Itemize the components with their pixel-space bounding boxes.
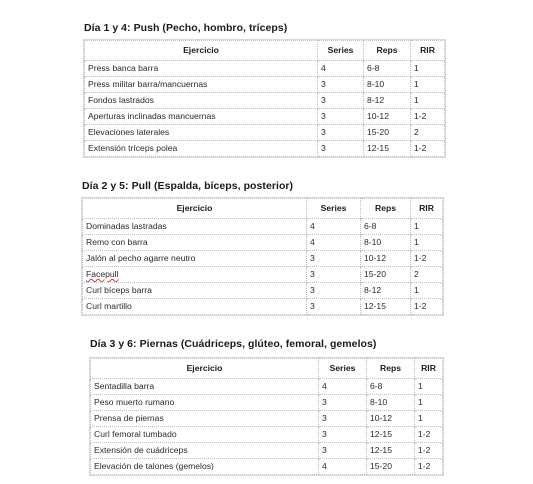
spellcheck-word: Facepull [86,269,119,279]
table-header-row [83,199,443,219]
cell-series: 3 [319,411,367,427]
cell-exercise: Press militar barra/mancuernas [85,77,318,93]
cell-reps: 8-10 [364,77,411,93]
table-row [85,61,445,77]
cell-exercise: Extensión tríceps polea [85,141,318,157]
cell-exercise: Prensa de piernas [91,411,319,427]
table-header-row [91,359,443,379]
cell-reps: 15-20 [361,267,411,283]
section-push [84,22,445,157]
cell-rir: 1 [415,379,443,395]
table-row [91,427,443,443]
cell-reps: 15-20 [364,125,411,141]
cell-rir: 1-2 [415,459,443,475]
cell-reps: 8-10 [367,395,415,411]
header-series: Series [319,359,367,379]
header-rir: RIR [411,41,445,61]
cell-series: 3 [318,77,364,93]
cell-rir: 1 [411,93,445,109]
cell-reps: 10-12 [367,411,415,427]
routine-table-pull [82,198,443,315]
table-row [85,93,445,109]
table-row [91,395,443,411]
section-title: Día 3 y 6: Piernas (Cuádriceps, glúteo, femoral, gemelos) [90,338,377,350]
cell-exercise: Sentadilla barra [91,379,319,395]
cell-rir: 1-2 [415,443,443,459]
cell-exercise: Dominadas lastradas [83,219,307,235]
cell-rir: 2 [411,125,445,141]
cell-exercise: Remo con barra [83,235,307,251]
cell-exercise: Jalón al pecho agarre neutro [83,251,307,267]
cell-series: 3 [318,109,364,125]
cell-exercise [83,267,307,283]
cell-rir: 1-2 [415,427,443,443]
cell-rir: 1-2 [411,141,445,157]
header-rir: RIR [415,359,443,379]
header-reps: Reps [361,199,411,219]
cell-exercise: Elevación de talones (gemelos) [91,459,319,475]
cell-reps: 15-20 [367,459,415,475]
cell-series: 3 [319,427,367,443]
section-title: Día 2 y 5: Pull (Espalda, bíceps, posterior) [82,180,294,192]
cell-series: 4 [307,235,361,251]
table-row [85,141,445,157]
cell-rir: 1-2 [411,109,445,125]
header-rir: RIR [411,199,443,219]
table-row [91,459,443,475]
header-series: Series [318,41,364,61]
cell-series: 3 [318,93,364,109]
cell-rir: 1 [411,219,443,235]
cell-exercise: Curl femoral tumbado [91,427,319,443]
header-exercise: Ejercicio [83,199,307,219]
cell-reps: 8-10 [361,235,411,251]
cell-series: 3 [307,267,361,283]
header-exercise: Ejercicio [85,41,318,61]
cell-exercise: Curl martillo [83,299,307,315]
header-series: Series [307,199,361,219]
table-row [83,267,443,283]
table-row [83,235,443,251]
cell-series: 3 [307,299,361,315]
table-row [85,125,445,141]
cell-reps: 10-12 [361,251,411,267]
cell-reps: 12-15 [364,141,411,157]
table-header-row [85,41,445,61]
cell-series: 3 [319,443,367,459]
cell-reps: 12-15 [367,427,415,443]
table-row [85,77,445,93]
cell-rir: 2 [411,267,443,283]
cell-reps: 6-8 [367,379,415,395]
header-reps: Reps [367,359,415,379]
cell-rir: 1 [415,411,443,427]
cell-exercise: Curl bíceps barra [83,283,307,299]
header-reps: Reps [364,41,411,61]
cell-series: 4 [307,219,361,235]
cell-series: 4 [319,379,367,395]
section-legs [90,338,443,475]
table-row [91,443,443,459]
cell-exercise: Peso muerto rumano [91,395,319,411]
section-pull [82,180,443,315]
section-title: Día 1 y 4: Push (Pecho, hombro, tríceps) [84,22,288,34]
routine-table-push [84,40,445,157]
table-row [91,411,443,427]
cell-exercise: Fondos lastrados [85,93,318,109]
cell-rir: 1-2 [411,251,443,267]
table-row [83,299,443,315]
table-row [83,283,443,299]
cell-reps: 8-12 [361,283,411,299]
cell-exercise: Press banca barra [85,61,318,77]
cell-series: 3 [318,125,364,141]
cell-rir: 1 [411,61,445,77]
cell-series: 3 [307,251,361,267]
cell-exercise: Aperturas inclinadas mancuernas [85,109,318,125]
cell-series: 3 [319,395,367,411]
table-row [85,109,445,125]
cell-rir: 1-2 [411,299,443,315]
table-row [83,251,443,267]
cell-reps: 12-15 [361,299,411,315]
header-exercise: Ejercicio [91,359,319,379]
cell-series: 4 [318,61,364,77]
table-row [91,379,443,395]
cell-reps: 10-12 [364,109,411,125]
cell-rir: 1 [411,77,445,93]
cell-rir: 1 [415,395,443,411]
cell-series: 4 [319,459,367,475]
cell-reps: 6-8 [364,61,411,77]
cell-rir: 1 [411,283,443,299]
cell-exercise: Extensión de cuádriceps [91,443,319,459]
table-row [83,219,443,235]
cell-exercise: Elevaciones laterales [85,125,318,141]
cell-series: 3 [318,141,364,157]
cell-reps: 8-12 [364,93,411,109]
cell-rir: 1 [411,235,443,251]
cell-reps: 6-8 [361,219,411,235]
cell-reps: 12-15 [367,443,415,459]
cell-series: 3 [307,283,361,299]
routine-table-legs [90,358,443,475]
